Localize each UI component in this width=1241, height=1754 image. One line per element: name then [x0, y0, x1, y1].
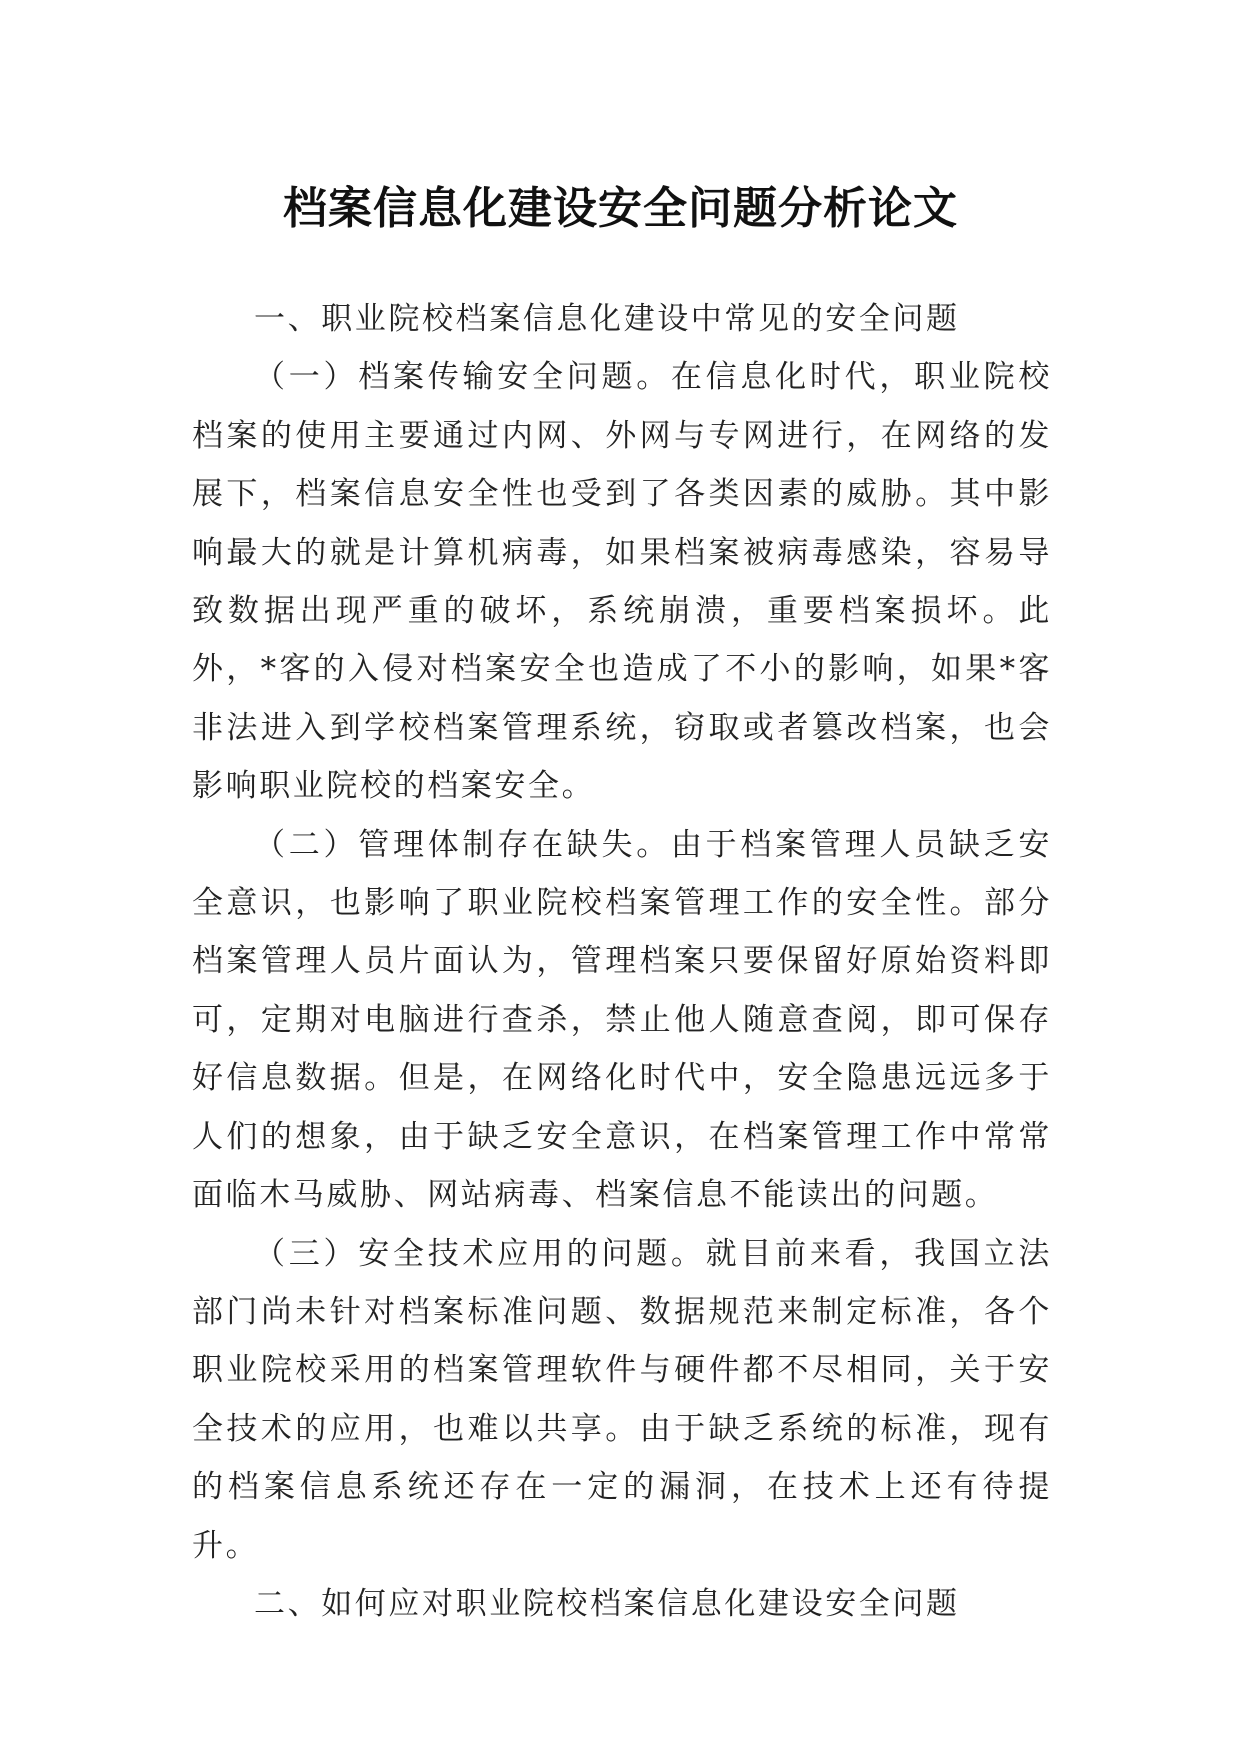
section-heading-1: 一、职业院校档案信息化建设中常见的安全问题: [254, 301, 960, 337]
paragraph-transmission-security: （一）档案传输安全问题。在信息化时代，职业院校档案的使用主要通过内网、外网与专网进行，在网络的发展下，档案信息安全性也受到了各类因素的威胁。其中影响最大的就是计算机病毒，如果档案被病毒感染，容易导致数据出现严重的破坏，系统崩溃，重要档案损坏。此外，*客的入侵对档案安全也造成了不小的影响，如果*客非法进入到学校档案管理系统，窃取或者篡改档案，也会影响职业院校的档案安全。: [192, 359, 1052, 805]
paragraph-security-technology: （三）安全技术应用的问题。就目前来看，我国立法部门尚未针对档案标准问题、数据规范来制定标准，各个职业院校采用的档案管理软件与硬件都不尽相同，关于安全技术的应用，也难以共享。由于缺乏系统的标准，现有的档案信息系统还存在一定的漏洞，在技术上还有待提升。: [192, 1235, 1052, 1564]
paragraph-management-system: （二）管理体制存在缺失。由于档案管理人员缺乏安全意识，也影响了职业院校档案管理工作的安全性。部分档案管理人员片面认为，管理档案只要保留好原始资料即可，定期对电脑进行查杀，禁止他人随意查阅，即可保存好信息数据。但是，在网络化时代中，安全隐患远远多于人们的想象，由于缺乏安全意识，在档案管理工作中常常面临木马威胁、网站病毒、档案信息不能读出的问题。: [192, 826, 1052, 1214]
document-body: [192, 290, 1052, 1633]
document-title: 档案信息化建设安全问题分析论文: [283, 183, 958, 235]
section-heading-2: 二、如何应对职业院校档案信息化建设安全问题: [254, 1585, 960, 1622]
